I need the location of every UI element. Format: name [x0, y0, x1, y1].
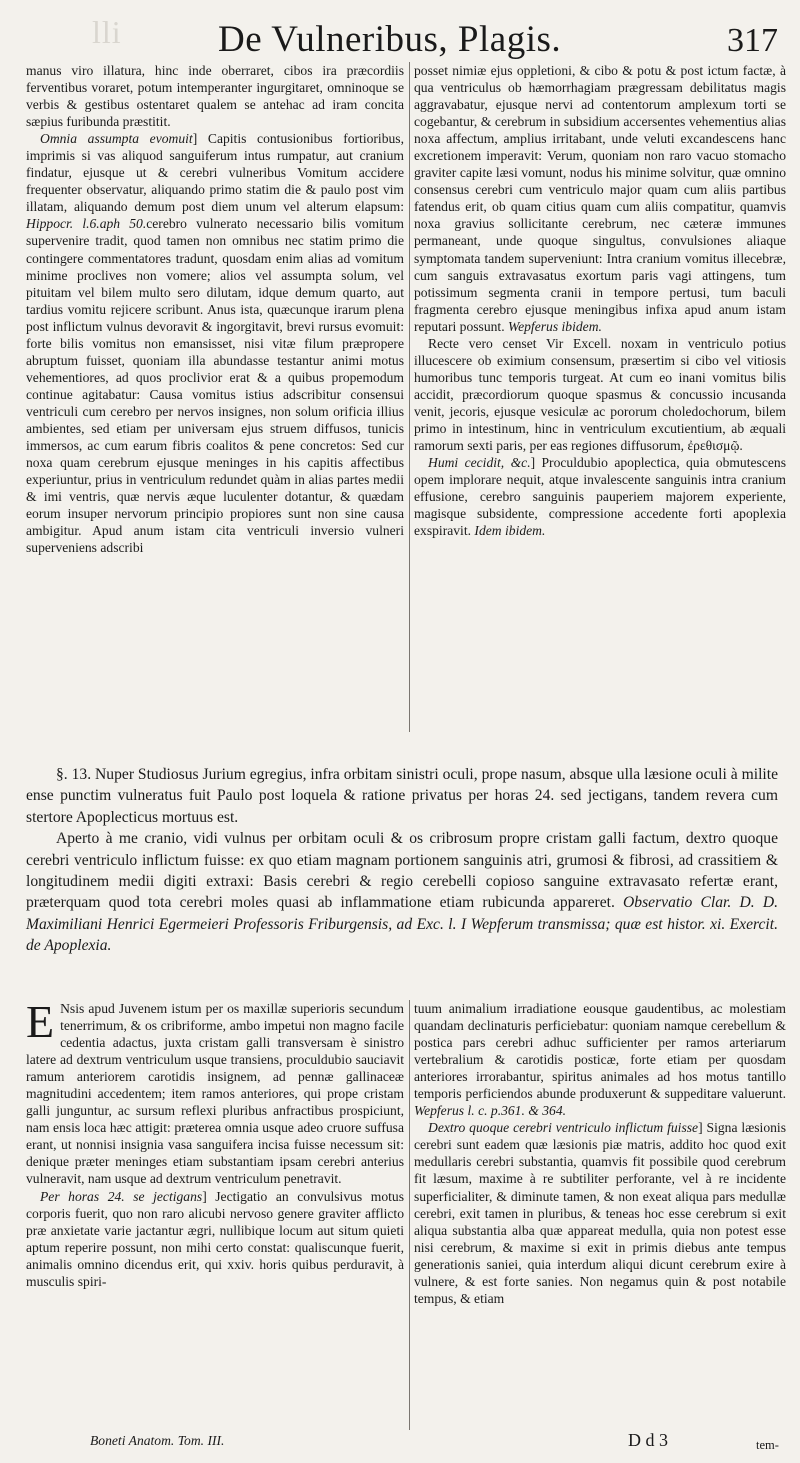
bleed-through-text: lli [92, 14, 122, 50]
lemma: Dextro quoque cerebri ventriculo inflictum fuisse [428, 1120, 699, 1136]
paragraph-text: ] Signa læsionis cerebri sunt eadem quæ læsionis piæ matris, addito hoc quod exit medullaris cerebri substantia, quamvis fit possibile quod cerebrum fit læsum, maxime à re subtiliter perforante, vel à re incidente superficialiter, & diminute tamen, & non exeat aliqua pars medullæ cerebri, exit tamen in pluribus, & teneas hoc esse cerebrum si exit aliqua substantia alba quæ appareat medulla, quia non potest esse nisi cerebrum, & maxime si exit in primis diebus ante tempus generationis saniei, quia interdum aliqui dicunt cerebrum exire à vulnere, & est forte sanies. Non negamus quin & post notabile tempus, & etiam [414, 1120, 786, 1306]
paragraph-text: ] Jectigatio an convulsivus motus corporis fuerit, quo non raro alicubi nervoso genere graviter afflicto præ anxietate varie jactantur ægri, nullibique locum aut situm quieti aptum reperire possunt, non mihi certo constat: qualiscunque fuerit, animalis omnino dicendus erit, qui xxiv. horis quibus perduravit, à musculis spiri- [26, 1188, 404, 1289]
lemma: Per horas 24. se jectigans [40, 1188, 203, 1204]
paragraph [414, 335, 786, 454]
reference: Idem ibidem. [474, 523, 546, 539]
paragraph [26, 996, 404, 1188]
paragraph: manus viro illatura, hinc inde oberraret, cibos ira præcordiis ferventibus voraret, potum intemperanter ingurgitaret, omninoque se verbis & gestibus ostentaret qualem se antehac ad iram concita sæpius furibunda præstitit. [26, 63, 404, 130]
paragraph-text: ] Capitis contusionibus fortioribus, imprimis si vas aliquod sanguiferum intus rumpatur, aut cranium findatur, ejusque ut & cerebri vulneribus Vomitum accidere frequenter observatur, aliquando primo statim die & paulo post vim illatam, aliquando demum post diem unum vel alterum elapsum: [26, 131, 404, 215]
column-rule [409, 62, 410, 732]
paragraph [414, 1119, 786, 1307]
column-rule [409, 1000, 410, 1430]
paragraph [414, 62, 786, 335]
paragraph-text: Aperto à me cranio, vidi vulnus per orbitam oculi & os cribrosum propre cristam galli factum, dextro quoque cerebri ventriculo inflictum fuisse: ex quo etiam magnam portionem sanguinis atri, grumosi & fibrosi, ad crassitiem & longitudinem medii digiti extraxi: Basis cerebri & regio cerebelli copioso sanguine extravasato refertæ erant, præterquam quod tota cerebri moles quasi ab inflammatione etiam rubicunda appareret. [26, 830, 778, 912]
section-heading-paragraph: §. 13. Nuper Studiosus Jurium egregius, infra orbitam sinistri oculi, prope nasum, absque ulla læsione oculi à milite ense punctim vulneratus fuit Paulo post loquela & ratione privatus per horas 24. sed jectigans, tandem revera cum stertore Apoplecticus mortuus est. [26, 766, 778, 826]
reference: Hippocr. l.6.aph 50. [26, 216, 147, 232]
reference: Wepferus ibidem. [508, 318, 602, 334]
paragraph-text: Recte vero censet Vir Excell. noxam in ventriculo potius illucescere ob eximium consensum, præsertim si cibo vel vitiosis humoribus tunc temporis turgeat. At cum eo inani vomitus bilis accidit, præcordiorum quoque spasmus & concussio incusanda venit, jecoris, ejusque vesiculæ ac pororum choledochorum, bilem primo in intestinum, hinc in ventriculum excutientium, ab æquali ramorum sexti paris, per eas regiones diffusorum, [414, 335, 786, 454]
paragraph [414, 454, 786, 539]
paragraph-text: cerebro vulnerato necessario bilis vomitum supervenire tradit, quod tamen non omnibus nec statim primo die contingere commentatores tradunt, quosdam enim alias ad vomitum minime proclives non vomere; alios vel assumpta solum, vel pituitam vel bilem multo sero dilutam, idque demum quarto, aut tardius vomitu rejicere scribunt. Anus ista, quæcunque irarum plena post inflictum vulnus devoravit & ingorgitavit, brevi rursus evomuit: forte bilis vomitus non emansisset, nisi vitæ filum præpropere abruptum fuisset, quoniam illa abundasse testantur animi motus vehementiores, ad quos proclivior erat & a quibus propemodum continue agitabatur: Causa vomitus istius adscribitur consensui ventriculi cum cerebro per nervos insignes, non solum orificia illius ambientes, sed etiam per universam ejus struem diffusos, tunicis immersos, ac cum earum fibris coalitos & pene concretos: Sed cur noxa quam cerebrum ejusque meninges in his capitis affectibus experiuntur, prius in ventriculum redundet quàm in alias partes medii & imi ventris, quæ nervis æque luculenter dotantur, & quædam eorum insuper nervorum principio propiores sunt non sine causa ambigitur. Apud anum istam cita ventriculi inversio vulneri superveniens adscribi [26, 216, 404, 556]
top-left-column [26, 62, 404, 556]
section-13 [26, 764, 778, 957]
lemma: Omnia assumpta evomuit [40, 131, 193, 147]
catchword: tem- [756, 1438, 779, 1452]
paragraph [26, 1188, 404, 1290]
bottom-left-column [26, 996, 404, 1290]
signature-mark: D d 3 [628, 1430, 668, 1450]
running-head: De Vulneribus, Plagis. [218, 19, 562, 60]
paragraph [26, 130, 404, 556]
reference: Observatio Clar. D. D. Maximiliani Henrici Egermeieri Professoris Friburgensis, ad Exc. l. I Wepferum transmissa; quæ est histor. xi. Exercit. de Apoplexia. [26, 894, 778, 955]
paragraph [26, 828, 778, 956]
paragraph-text: tuum animalium irradiatione eousque gaudentibus, ac molestiam quandam declinaturis perficiebatur: quoniam namque cerebellum & postica pars cerebri adhuc sufficienter per ramos arteriarum vertebralium & carotidis posticæ, forte etiam per quosdam anteriores irrorabantur, spiritus animales ad hos motus tantillo temporis perficiendos abunde produxerunt & suppeditare valuerunt. [414, 1001, 786, 1102]
paragraph-text: Nsis apud Juvenem istum per os maxillæ superioris secundum tenerrimum, & os cribriforme, ambo impetui non magno facile cedentia adactus, juxta cristam galli transversam è sinistro latere ad dextrum ventriculum usque transiens, proculdubio sauciavit ramum anteriorem carotidis insignem, ad pennæ gallinaceæ magnitudini accedentem; item ramos anteriores, qui prope cristam galli junguntur, ac sursum reflexi pluribus anfractibus prospiciunt, nam ensis loca hæc attigit: præterea omnia usque adeo cruore suffusa erant, ut nonnisi insignia vasa sanguifera incisa fuisse necessum sit: denique præter meninges etiam substantiam ipsam cerebri anterius vulneravit, nam usque ad dextrum ventriculum penetravit. [26, 1001, 404, 1187]
page-number: 317 [727, 22, 778, 59]
lemma: Humi cecidit, &c. [428, 455, 531, 471]
paragraph-text: posset nimiæ ejus oppletioni, & cibo & potu & post ictum factæ, à qua ventriculus ob hæmorrhagiam prægressam debilitatus magis aggravabatur, ejusque nervi ad contentorum amplexum torti se cogebantur, & cerebrum in subsidium accersentes vehementius alias noxa affectum, amplius irritabant, unde veluti excandescens hanc excretionem imperavit: Verum, quoniam non raro vacuo stomacho graviter capite læsi vomunt, nodus his minime solvitur, quæ omnino consensus cerebri cum ventriculo major quam cum aliis partibus fatendus erit, ob quam citius quam cum aliis compatitur, quamvis noxa gravius sollicitante cerebrum, nec cæteræ immunes permaneant, unde quoque singultus, convulsiones aliaque symptomata tandem superveniunt: Intra cranium vomitus illecebræ, cum sanguis extravasatus exortum paris vagi attingens, tum potissimum segmenta cranii in tempore pertusi, tum baculi fragmenta cerebro ejusque meningibus infixa apud anum istam reputari possunt. [414, 63, 786, 334]
bottom-right-column [414, 1000, 786, 1307]
paragraph-text: ] Proculdubio apoplectica, quia obmutescens opem implorare nequit, atque invalescente sanguinis intra cranium effusione, cerebro sanguinis pauperiem majorem experiente, magisque subsidente, compressione accedente forti apoplexia exspiravit. [414, 455, 786, 539]
drop-cap: E [26, 996, 55, 1047]
top-right-column [414, 62, 786, 539]
footer-title: Boneti Anatom. Tom. III. [90, 1433, 225, 1448]
reference: Wepferus l. c. p.361. & 364. [414, 1103, 567, 1119]
paragraph [414, 1000, 786, 1119]
greek-word: ἐρεθισμῷ. [687, 438, 743, 454]
